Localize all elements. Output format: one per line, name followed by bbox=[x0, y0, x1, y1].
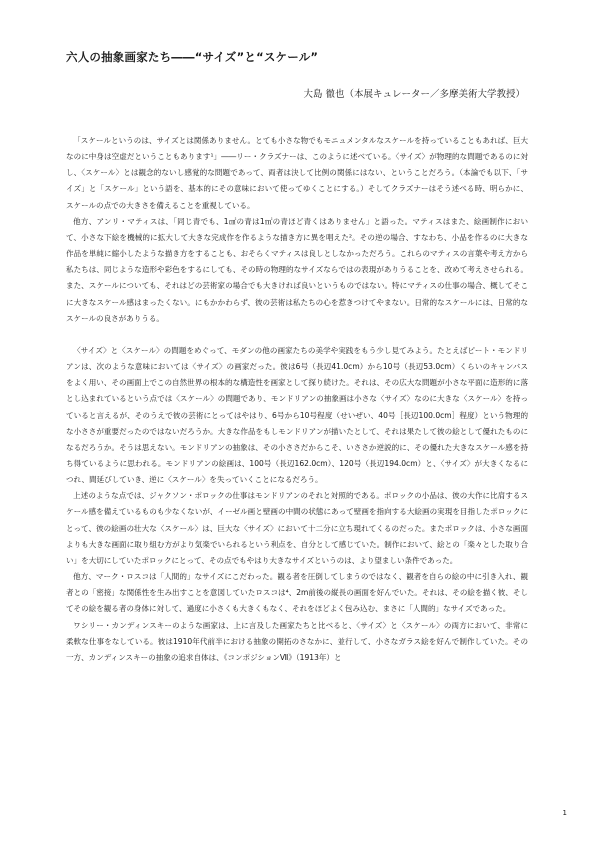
paragraph: 他方、マーク・ロスコは「人間的」なサイズにこだわった。観る者を圧倒してしまうのではなく、観者を自らの絵の中に引き入れ、観者との「密接」な関係性を生み出すことを意図していたロスコは⁴、2m前後の縦長の画面を好んでいた。それは、その絵を描く彼、そしてその絵を観る者の身体に対して、過度に小さくも大きくもなく、それをほどよく包み込む、まさに「人間的」なサイズであった。 bbox=[66, 572, 528, 614]
paragraph-gap bbox=[66, 327, 528, 343]
paragraph: 〈サイズ〉と〈スケール〉の問題をめぐって、モダンの他の画家たちの美学や実践をもう少し見てみよう。たとえばピート・モンドリアンは、次のような意味においては〈サイズ〉の画家だった。彼は6号（長辺41.0cm）から10号（長辺53.0cm）くらいのキャンバスをよく用い、その画面上でこの自然世界の根本的な構造性を画家として探り続けた。それは、その広大な問題が小さな平面に造形的に落とし込まれているという点では〈スケール〉の問題であり、モンドリアンの抽象画は小さな〈サイズ〉なのに大きな〈スケール〉を持っていると言えるが、そのうえで彼の芸術にとってはやはり、6号から10号程度（せいぜい、40号［長辺100.0cm］程度）という物理的な小ささが重要だったのではないだろうか。大きな作品をもしモンドリアンが描いたとして、それは果たして彼の絵として優れたものになるだろうか。そうは思えない。モンドリアンの抽象は、その小ささだからこそ、いささか逆説的に、その優れた大きなスケール感を持ち得ているように思われる。モンドリアンの絵画は、100号（長辺162.0cm）、120号（長辺194.0cm）と、〈サイズ〉が大きくなるにつれ、間延びしていき、逆に〈スケール〉を失っていくことになるだろう。 bbox=[66, 345, 528, 485]
article-body bbox=[66, 133, 528, 666]
author-line: 大島 徹也（本展キュレーター／多摩美術大学教授） bbox=[303, 89, 525, 100]
paragraph: 上述のような点では、ジャクソン・ポロックの仕事はモンドリアンのそれと対照的である。ポロックの小品は、彼の大作に比肩するスケール感を備えているものも少なくないが、イーゼル画と壁画の中間の状態にあって壁画を指向する大絵画の実現を目指したポロックにとって、彼の絵画の壮大な〈スケール〉は、巨大な〈サイズ〉において十二分に立ち現れてくるのだった。またポロックは、小さな画面よりも大きな画面に取り組む方がより気楽でいられるという利点を、自分として感じていた。制作において、絵との「楽々とした取り合い」を大切にしていたポロックにとって、その点でもやはり大きなサイズというのは、より望ましい条件であった。 bbox=[66, 491, 528, 565]
paragraph: 他方、アンリ・マティスは、「同じ青でも、1㎠の青は1㎡の青ほど青くはありません」と語った。マティスはまた、絵画制作において、小さな下絵を機械的に拡大して大きな完成作を作るような描き方に異を唱えた²。その逆の場合、すなわち、小品を作るのに大きな作品を単純に縮小したような描き方をすることも、おそらくマティスは良しとしなかっただろう。これらのマティスの言葉や考え方から私たちは、同じような造形や彩色をするにしても、その時の物理的なサイズならではの表現がありうることを、改めて考えさせられる。また、スケールについても、それはどの芸術家の場合でも大きければ良いというものではない。特にマティスの仕事の場合、概してそこに大きなスケール感はまったくない。にもかかわらず、彼の芸術は私たちの心を惹きつけてやまない。日常的なスケールには、日常的なスケールの良さがありうる。 bbox=[66, 216, 528, 323]
article-title: 六人の抽象画家たち――“サイズ”と“スケール” bbox=[66, 50, 319, 64]
paragraph: ワシリー・カンディンスキーのような画家は、上に言及した画家たちと比べると、〈サイズ〉と〈スケール〉の両方において、非常に柔軟な仕事をなしている。彼は1910年代前半における抽象の開拓のさなかに、並行して、小さなガラス絵を好んで制作していた。その一方、カンディンスキーの抽象の追求自体は、《コンポジションⅦ》（1913年）と bbox=[66, 620, 528, 662]
paragraph: 「スケールというのは、サイズとは関係ありません。とても小さな物でもモニュメンタルなスケールを持っていることもあれば、巨大なのに中身は空虚だということもあります¹」――リー・クラズナーは、このように述べている。〈サイズ〉が物理的な問題であるのに対し、〈スケール〉とは観念的ないし感覚的な問題であって、両者は決して比例の関係にはない、ということだろう。（本論でも以下、「サイズ」と「スケール」という語を、基本的にその意味において使ってゆくことにする。）そしてクラズナーはそう述べる時、明らかに、スケールの点での大きさを備えることを重視している。 bbox=[66, 136, 528, 210]
page-number: 1 bbox=[562, 809, 567, 817]
